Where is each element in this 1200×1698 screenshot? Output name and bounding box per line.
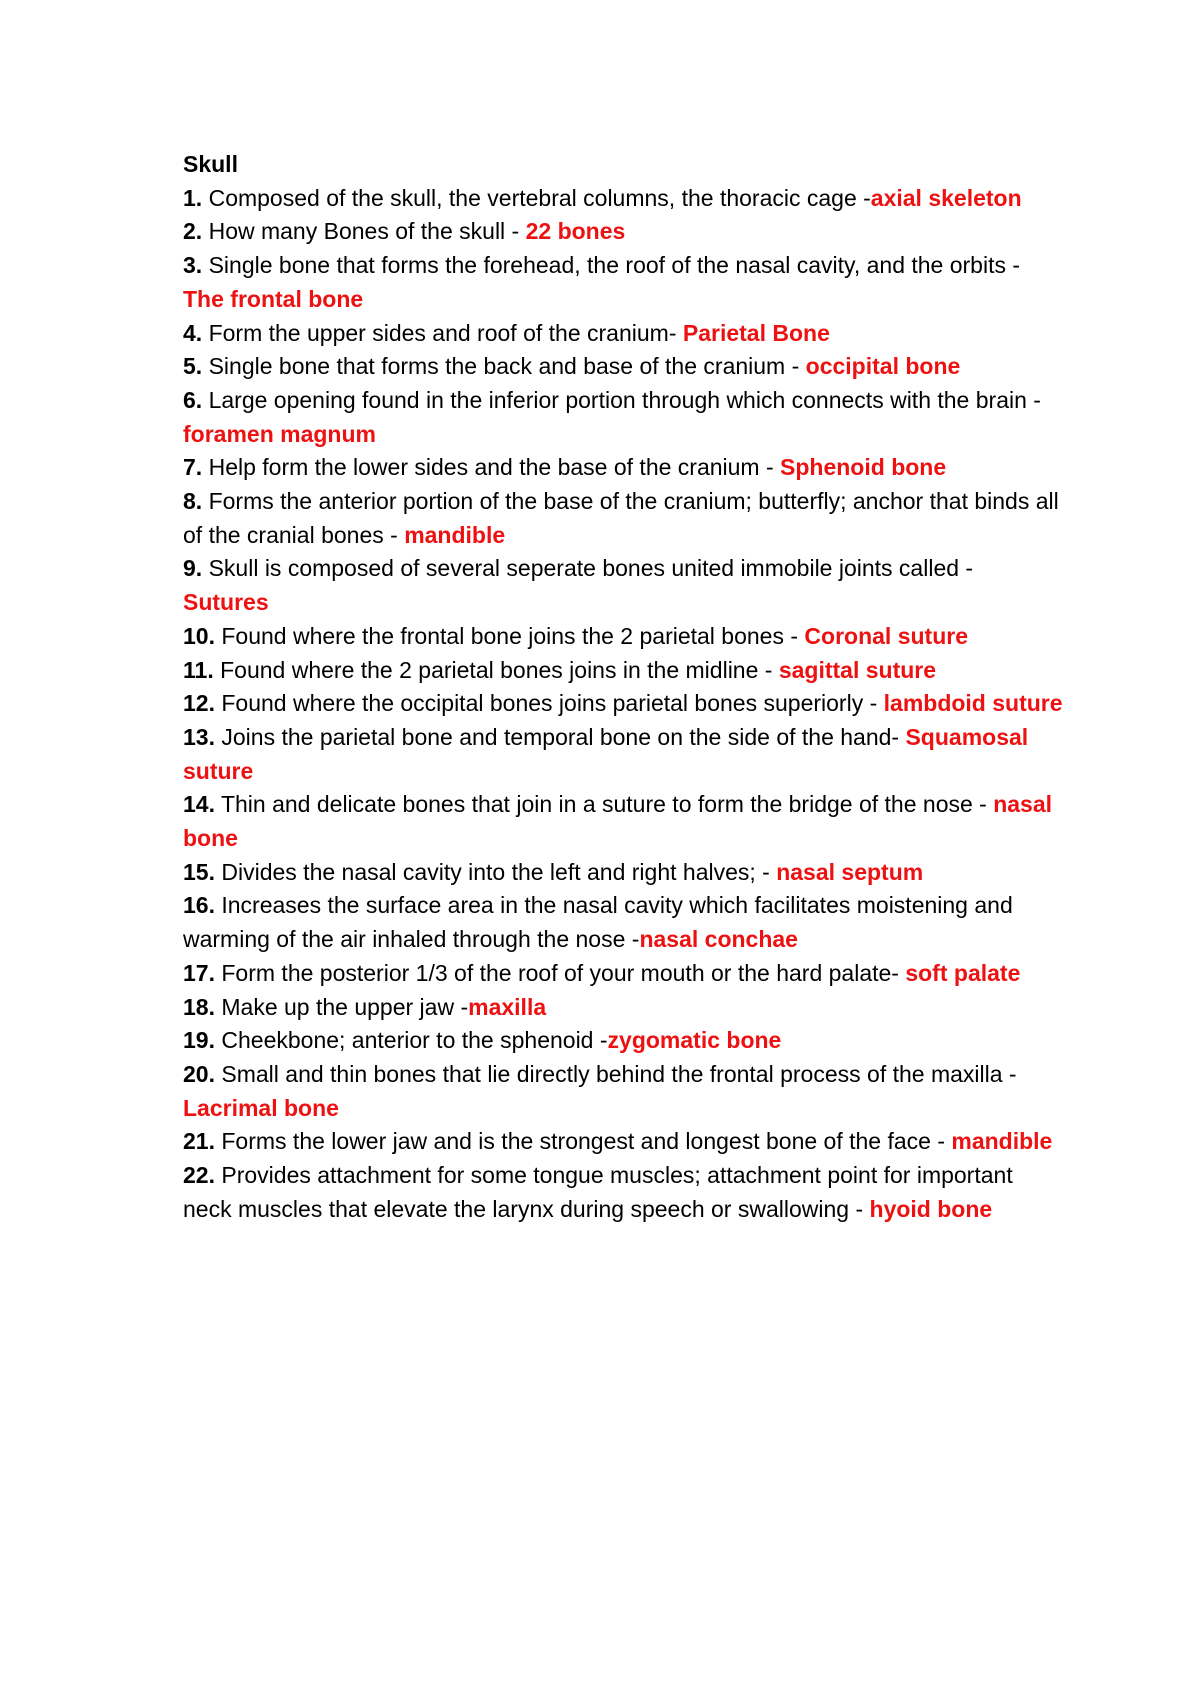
item-number: 7. — [183, 454, 203, 481]
item-question: Forms the lower jaw and is the strongest and longest bone of the face - — [214, 1128, 952, 1155]
item-number: 16. — [183, 892, 215, 919]
item-number: 13. — [183, 723, 215, 750]
list-item — [183, 552, 1063, 619]
list-item — [183, 856, 1063, 890]
list-item — [183, 1125, 1063, 1159]
item-number: 12. — [183, 690, 215, 717]
item-answer: Sutures — [183, 589, 269, 616]
list-item — [183, 620, 1063, 654]
item-answer: sagittal suture — [778, 656, 937, 683]
list-item — [183, 317, 1063, 351]
item-answer: foramen magnum — [183, 420, 376, 447]
item-number: 20. — [183, 1060, 215, 1087]
item-question: Thin and delicate bones that join in a suture to form the bridge of the nose - — [214, 791, 994, 818]
item-answer: hyoid bone — [869, 1195, 993, 1222]
item-question: Make up the upper jaw - — [214, 993, 469, 1020]
list-item — [183, 215, 1063, 249]
item-question: Found where the 2 parietal bones joins in the midline - — [213, 656, 779, 683]
list-item — [183, 687, 1063, 721]
item-question: Composed of the skull, the vertebral columns, the thoracic cage - — [202, 184, 871, 211]
list-item — [183, 451, 1063, 485]
item-question: Increases the surface area in the nasal cavity which facilitates moistening and warming of the air inhaled through the nose - — [183, 892, 1013, 953]
list-item — [183, 485, 1063, 552]
page-title: Skull — [183, 151, 238, 177]
item-question: Single bone that forms the forehead, the roof of the nasal cavity, and the orbits - — [202, 252, 1021, 279]
item-number: 21. — [183, 1128, 215, 1155]
list-item — [183, 384, 1063, 451]
item-question: Forms the anterior portion of the base of the cranium; butterfly; anchor that binds all of the cranial bones - — [183, 488, 1059, 548]
item-answer: zygomatic bone — [607, 1027, 782, 1054]
item-answer: occipital bone — [805, 353, 961, 380]
item-answer: nasal bone — [183, 791, 1053, 852]
item-number: 10. — [183, 622, 215, 649]
item-question: How many Bones of the skull - — [202, 218, 526, 245]
item-answer: maxilla — [468, 993, 547, 1020]
item-question: Large opening found in the inferior portion through which connects with the brain - — [202, 386, 1041, 413]
item-question: Provides attachment for some tongue muscles; attachment point for important neck muscles that elevate the larynx during speech or swallowing - — [183, 1162, 1013, 1222]
item-answer: mandible — [951, 1128, 1053, 1155]
item-number: 8. — [183, 488, 203, 515]
list-item — [183, 654, 1063, 688]
list-item — [183, 249, 1063, 316]
item-question: Form the posterior 1/3 of the roof of your mouth or the hard palate- — [214, 959, 906, 986]
item-number: 18. — [183, 993, 215, 1020]
item-answer: nasal conchae — [639, 926, 798, 953]
list-item — [183, 788, 1063, 855]
document-content — [183, 148, 1063, 1227]
item-answer: Lacrimal bone — [183, 1094, 339, 1121]
item-question: Found where the frontal bone joins the 2 parietal bones - — [214, 622, 805, 649]
list-item — [183, 1024, 1063, 1058]
item-question: Small and thin bones that lie directly behind the frontal process of the maxilla - — [214, 1060, 1017, 1087]
item-number: 5. — [183, 353, 203, 380]
list-item — [183, 889, 1063, 956]
item-answer: Squamosal suture — [183, 723, 1029, 784]
list-item — [183, 1159, 1063, 1226]
item-number: 4. — [183, 319, 203, 346]
item-answer: axial skeleton — [870, 184, 1022, 211]
item-question: Help form the lower sides and the base of the cranium - — [202, 454, 781, 481]
item-number: 2. — [183, 218, 203, 245]
item-answer: mandible — [404, 521, 506, 548]
item-number: 6. — [183, 386, 203, 413]
item-answer: Sphenoid bone — [780, 454, 947, 481]
list-item — [183, 1058, 1063, 1125]
item-number: 3. — [183, 252, 203, 279]
item-question: Cheekbone; anterior to the sphenoid - — [214, 1027, 608, 1054]
item-answer: Coronal suture — [804, 622, 968, 649]
item-question: Skull is composed of several seperate bones united immobile joints called - — [202, 555, 974, 582]
item-number: 19. — [183, 1027, 215, 1054]
item-question: Found where the occipital bones joins parietal bones superiorly - — [214, 690, 884, 717]
question-list — [183, 182, 1063, 1227]
item-number: 22. — [183, 1162, 215, 1189]
item-number: 11. — [183, 656, 214, 683]
item-answer: Parietal Bone — [682, 319, 830, 346]
item-number: 9. — [183, 555, 203, 582]
item-number: 14. — [183, 791, 215, 818]
list-item — [183, 350, 1063, 384]
item-question: Single bone that forms the back and base of the cranium - — [202, 353, 806, 380]
list-item — [183, 991, 1063, 1025]
item-number: 1. — [183, 184, 203, 211]
item-answer: nasal septum — [776, 858, 924, 885]
item-question: Divides the nasal cavity into the left and right halves; - — [214, 858, 777, 885]
item-answer: soft palate — [905, 959, 1021, 986]
list-item — [183, 182, 1063, 216]
list-item — [183, 721, 1063, 788]
item-answer: 22 bones — [525, 218, 626, 245]
item-answer: The frontal bone — [183, 285, 364, 312]
list-item — [183, 957, 1063, 991]
item-number: 15. — [183, 858, 215, 885]
item-question: Form the upper sides and roof of the cranium- — [202, 319, 683, 346]
item-answer: lambdoid suture — [883, 690, 1063, 717]
item-question: Joins the parietal bone and temporal bone on the side of the hand- — [214, 723, 906, 750]
item-number: 17. — [183, 959, 215, 986]
